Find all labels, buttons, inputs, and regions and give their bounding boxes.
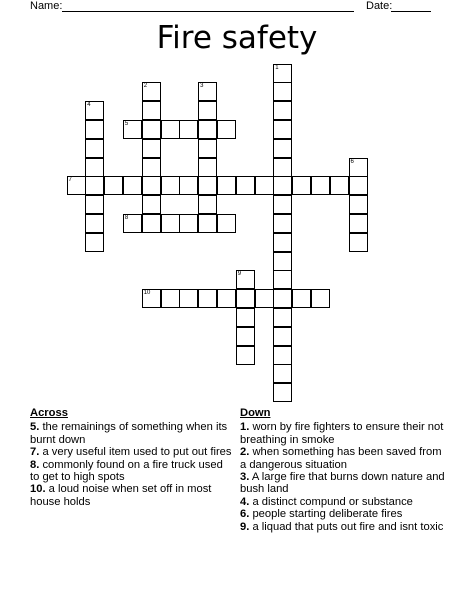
clue-number: 3. [240, 471, 250, 484]
grid-cell[interactable] [236, 270, 255, 289]
grid-cell[interactable] [349, 195, 368, 214]
clue-text: a very useful item used to put out fires [42, 446, 232, 459]
grid-cell[interactable] [273, 82, 292, 101]
clue-across [30, 421, 235, 446]
grid-cell[interactable] [142, 214, 161, 233]
clue-text: a liquad that puts out fire and isnt toxic [252, 520, 444, 533]
grid-cell[interactable] [273, 289, 292, 308]
clue-text: worn by fire fighters to ensure their not breathing in smoke [240, 421, 444, 446]
clue-down [240, 496, 445, 508]
grid-cell[interactable] [161, 176, 180, 195]
grid-cell[interactable] [273, 139, 292, 158]
clue-number: 4 [87, 102, 91, 109]
grid-cell[interactable] [142, 158, 161, 177]
grid-cell[interactable] [179, 289, 198, 308]
grid-cell[interactable] [273, 364, 292, 383]
grid-cell[interactable] [255, 176, 274, 195]
grid-cell[interactable] [311, 289, 330, 308]
grid-cell[interactable] [142, 289, 161, 308]
grid-cell[interactable] [292, 289, 311, 308]
clue-text: A large fire that burns down nature and bush land [240, 471, 445, 496]
grid-cell[interactable] [273, 252, 292, 271]
grid-cell[interactable] [198, 82, 217, 101]
grid-cell[interactable] [273, 64, 292, 83]
grid-cell[interactable] [85, 120, 104, 139]
clue-number: 10 [143, 290, 151, 297]
clue-number: 8. [30, 458, 40, 471]
clue-number: 10. [30, 483, 46, 496]
grid-cell[interactable] [273, 327, 292, 346]
grid-cell[interactable] [198, 176, 217, 195]
grid-cell[interactable] [161, 120, 180, 139]
grid-cell[interactable] [349, 158, 368, 177]
down-clues [240, 407, 445, 533]
grid-cell[interactable] [255, 289, 274, 308]
clue-number: 7. [30, 446, 40, 459]
clue-across [30, 483, 235, 508]
clue-down [240, 421, 445, 446]
grid-cell[interactable] [273, 101, 292, 120]
grid-cell[interactable] [179, 176, 198, 195]
clue-number: 2 [143, 83, 148, 90]
grid-cell[interactable] [123, 214, 142, 233]
clue-number: 5. [30, 421, 40, 434]
across-clues [30, 407, 235, 508]
clue-number: 9. [240, 520, 250, 533]
grid-cell[interactable] [236, 308, 255, 327]
clue-down [240, 521, 445, 533]
grid-cell[interactable] [142, 120, 161, 139]
clue-number: 1. [240, 421, 250, 434]
date-label: Date: [366, 0, 393, 12]
clue-number: 8 [124, 214, 129, 221]
down-heading: Down [240, 407, 271, 419]
clue-number: 2. [240, 446, 250, 459]
grid-cell[interactable] [198, 101, 217, 120]
clue-down [240, 471, 445, 496]
clue-down [240, 446, 445, 471]
grid-cell[interactable] [85, 158, 104, 177]
grid-cell[interactable] [142, 176, 161, 195]
grid-cell[interactable] [236, 289, 255, 308]
grid-cell[interactable] [273, 214, 292, 233]
grid-cell[interactable] [236, 176, 255, 195]
clue-text: a distinct compund or substance [252, 495, 413, 508]
grid-cell[interactable] [273, 120, 292, 139]
grid-cell[interactable] [142, 101, 161, 120]
grid-cell[interactable] [123, 120, 142, 139]
grid-cell[interactable] [311, 176, 330, 195]
grid-cell[interactable] [104, 176, 123, 195]
grid-cell[interactable] [273, 308, 292, 327]
grid-cell[interactable] [198, 120, 217, 139]
clue-down [240, 508, 445, 520]
grid-cell[interactable] [349, 214, 368, 233]
grid-cell[interactable] [349, 233, 368, 252]
grid-cell[interactable] [236, 327, 255, 346]
grid-cell[interactable] [198, 195, 217, 214]
clue-number: 9 [237, 271, 242, 278]
grid-cell[interactable] [85, 233, 104, 252]
grid-cell[interactable] [217, 120, 236, 139]
grid-cell[interactable] [349, 176, 368, 195]
grid-cell[interactable] [85, 195, 104, 214]
grid-cell[interactable] [330, 176, 349, 195]
grid-cell[interactable] [123, 176, 142, 195]
grid-cell[interactable] [85, 101, 104, 120]
clue-across [30, 446, 235, 458]
clue-number: 7 [68, 177, 72, 184]
grid-cell[interactable] [198, 214, 217, 233]
grid-cell[interactable] [217, 214, 236, 233]
grid-cell[interactable] [273, 270, 292, 289]
grid-cell[interactable] [198, 289, 217, 308]
grid-cell[interactable] [217, 176, 236, 195]
grid-cell[interactable] [85, 139, 104, 158]
grid-cell[interactable] [198, 158, 217, 177]
clue-number: 3 [200, 83, 204, 90]
grid-cell[interactable] [67, 176, 86, 195]
puzzle-title: Fire safety [156, 20, 318, 56]
grid-cell[interactable] [273, 383, 292, 402]
grid-cell[interactable] [273, 233, 292, 252]
grid-cell[interactable] [292, 176, 311, 195]
grid-cell[interactable] [142, 82, 161, 101]
clue-number: 6. [240, 508, 250, 521]
grid-cell[interactable] [142, 139, 161, 158]
grid-cell[interactable] [198, 139, 217, 158]
grid-cell[interactable] [273, 176, 292, 195]
clue-text: when something has been saved from a dangerous situation [240, 446, 442, 471]
clue-text: people starting deliberate fires [252, 508, 403, 521]
name-label: Name: [30, 0, 63, 12]
clue-number: 6 [350, 158, 354, 165]
grid-cell[interactable] [273, 158, 292, 177]
grid-cell[interactable] [273, 195, 292, 214]
clue-text: a loud noise when set off in most house holds [30, 483, 212, 508]
grid-cell[interactable] [179, 120, 198, 139]
grid-cell[interactable] [179, 214, 198, 233]
grid-cell[interactable] [161, 289, 180, 308]
grid-cell[interactable] [236, 346, 255, 365]
across-heading: Across [30, 407, 68, 419]
grid-cell[interactable] [85, 214, 104, 233]
grid-cell[interactable] [85, 176, 104, 195]
clue-across [30, 459, 235, 484]
grid-cell[interactable] [273, 346, 292, 365]
grid-cell[interactable] [217, 289, 236, 308]
grid-cell[interactable] [142, 195, 161, 214]
clue-number: 5 [124, 120, 129, 127]
grid-cell[interactable] [161, 214, 180, 233]
clue-number: 4. [240, 495, 250, 508]
clue-text: the remainings of something when its burnt down [30, 421, 228, 446]
clue-text: commonly found on a fire truck used to get to high spots [30, 458, 223, 484]
clue-number: 1 [275, 64, 279, 71]
